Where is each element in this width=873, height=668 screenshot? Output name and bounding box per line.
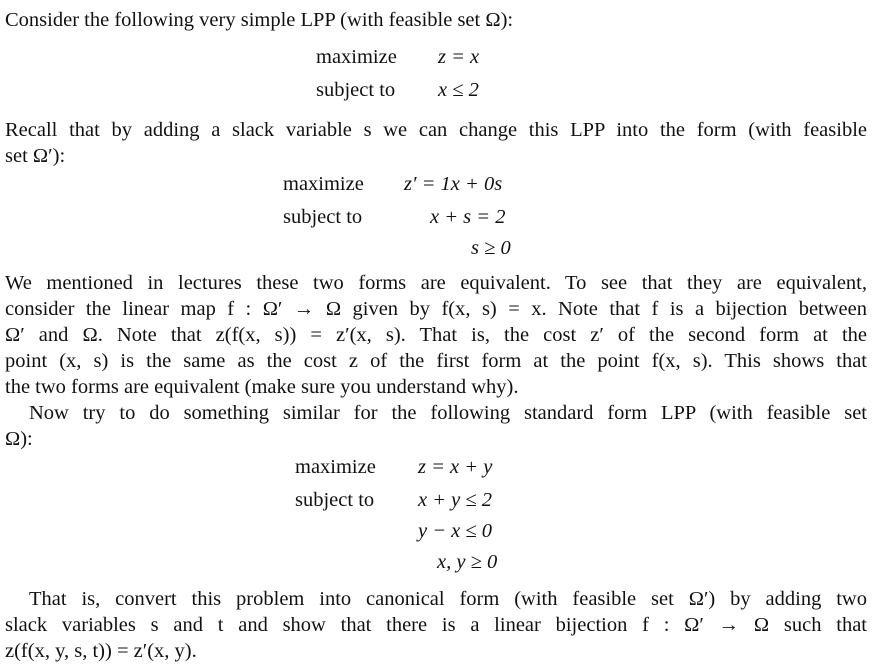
intro-text: Consider the following very simple LPP (with feasible set Ω): — [5, 9, 514, 31]
final-line-2: slack variables s and t and show that there is a linear bijection f : Ω′ → Ω such that — [5, 614, 867, 636]
recall-line-1: Recall that by adding a slack variable s we can change this LPP into the form (with feasible — [5, 119, 867, 141]
equiv-line-4: point (x, s) is the same as the cost z of the first form at the point f(x, s). This shows that — [5, 350, 867, 372]
recall-line-2: set Ω′): — [5, 145, 66, 167]
equiv-line-1: We mentioned in lectures these two forms are equivalent. To see that they are equivalent, — [5, 272, 867, 294]
lpp1-constraint: x ≤ 2 — [438, 79, 479, 101]
lpp3-objective: z = x + y — [418, 456, 493, 478]
lpp1-subject-to-label: subject to — [316, 79, 396, 101]
equiv-line-2: consider the linear map f : Ω′ → Ω given by f(x, s) = x. Note that f is a bijection between — [5, 298, 867, 320]
lpp2-constraint-equality: x + s = 2 — [430, 206, 506, 228]
lpp3-constraint-2: y − x ≤ 0 — [418, 520, 493, 542]
lpp3-constraint-1: x + y ≤ 2 — [418, 489, 493, 511]
lpp3-constraint-3: x, y ≥ 0 — [437, 551, 498, 573]
now-line-2: Ω): — [5, 428, 33, 450]
lpp2-subject-to-label: subject to — [283, 206, 363, 228]
lpp2-constraint-nonneg: s ≥ 0 — [471, 237, 511, 259]
lpp3-maximize-label: maximize — [295, 456, 376, 478]
final-line-3: z(f(x, y, s, t)) = z′(x, y). — [5, 640, 197, 662]
lpp2-maximize-label: maximize — [283, 173, 364, 195]
now-line-1: Now try to do something similar for the following standard form LPP (with feasible set — [29, 402, 867, 424]
final-line-1: That is, convert this problem into canonical form (with feasible set Ω′) by adding two — [29, 588, 867, 610]
lpp1-objective: z = x — [438, 46, 480, 68]
lpp1-maximize-label: maximize — [316, 46, 397, 68]
equiv-line-3: Ω′ and Ω. Note that z(f(x, s)) = z′(x, s). That is, the cost z′ of the second form at the — [5, 324, 867, 346]
equiv-line-5: the two forms are equivalent (make sure you understand why). — [5, 376, 519, 398]
lpp2-objective: z′ = 1x + 0s — [404, 173, 503, 195]
lpp3-subject-to-label: subject to — [295, 489, 375, 511]
